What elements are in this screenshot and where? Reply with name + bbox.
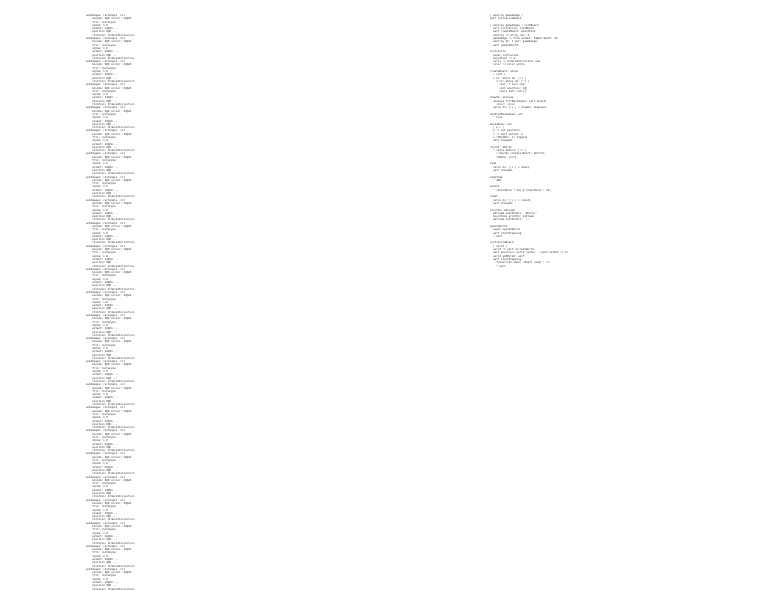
code-line: fill: rectangle [86,389,116,393]
code-line: extent: 24@24 ... [86,96,119,100]
code-line: | anArray gameImage | initBoard [490,23,539,27]
code-line: children: OrderedCollection [86,495,135,499]
code-block [86,129,176,152]
code-line: super openInWorld. [490,228,522,232]
code-block [86,568,176,591]
code-line: alpha: 1.0 [86,531,108,535]
code-line: c bounds containsPoint: aPoint] [490,152,545,156]
code-block [86,106,176,129]
code-line: bounds: 0@0 corner: 24@24 [86,132,132,136]
code-line: subImages: rectangle nil [86,198,126,202]
code-line: children: OrderedCollection [86,403,135,407]
code-line: self startStepping. [490,231,523,235]
code-block [86,522,176,545]
code-line: extent: 24@24 ... [86,488,119,492]
code-line: stepTime [490,175,503,179]
code-line: alpha: 1.0 [86,116,108,120]
code-line: extent: 24@24 ... [86,419,119,423]
code-line: | world | [490,244,508,248]
code-line: self changed. [490,201,514,205]
code-line: alpha: 1.0 [86,485,108,489]
code-line: bounds: 0@0 corner: 24@24 [86,178,132,182]
left-code-column [86,14,176,591]
code-line: position 0@0 ... [86,376,118,380]
code-line: bounds: 0@0 corner: 24@24 [86,501,132,505]
code-line: initialize [490,50,506,54]
code-line: bounds: 0@0 corner: 24@24 [86,63,132,67]
code-line: bounds: 0@0 corner: 24@24 [86,409,132,413]
code-line: world addMorph: self. [490,254,526,258]
code-line: cells do: [:c | c step]. [490,165,531,169]
code-line: fill: rectangle [86,182,116,186]
code-line: extent: 24@24 ... [86,465,119,469]
code-line: position 0@0 ... [86,330,118,334]
code-block [86,60,176,83]
code-line: subImages: rectangle nil [86,314,126,318]
code-block [86,83,176,106]
code-line: children: OrderedCollection [86,287,135,291]
code-line: bounds: 0@0 corner: 24@24 [86,109,132,113]
code-line: self changed. [490,168,514,172]
code-line: fill: rectangle [86,274,116,278]
code-line: world := self currentWorld. [490,248,536,252]
code-line: children: OrderedCollection [86,333,135,337]
code-line: bounds: 0@0 corner: 24@24 [86,571,132,575]
code-line: fill: rectangle [86,297,116,301]
code-line: subImages: rectangle nil [86,37,126,41]
code-line: extent [490,185,500,189]
code-line: extent: 24@24 ... [86,142,119,146]
code-line: ifNone: [nil]. [490,155,519,159]
code-line: alpha: 1.0 [86,277,108,281]
code-line: alpha: 1.0 [86,323,108,327]
code-block [86,199,176,222]
code-line: children: OrderedCollection [86,426,135,430]
code-line: children: OrderedCollection [86,356,135,360]
code-line: position 0@0 ... [86,353,118,357]
code-line: subImages: rectangle nil [86,475,126,479]
code-line: extent: 24@24 ... [86,50,119,54]
code-block [86,383,176,406]
code-line: extent: 24@24 ... [86,281,119,285]
code-line: alpha: 1.0 [86,23,108,27]
code-line: fill: rectangle [86,205,116,209]
code-line: Transcript show: 'Board ready'; cr. [490,261,551,265]
code-line: bounds: 0@0 corner: 24@24 [86,455,132,459]
code-line: ^ self [490,264,506,268]
code-line: createBoard: aSize [490,70,519,74]
code-line: children: OrderedCollection [86,587,135,591]
code-line: 1 to: aSize do: [:j | [490,79,530,83]
code-line: position 0@0 ... [86,122,118,126]
code-line: cellAt: aPoint [490,145,512,149]
code-line: bounds: 0@0 corner: 24@24 [86,40,132,44]
code-line: | anArray gameImage | [490,14,523,17]
code-line: position 0@0 ... [86,445,118,449]
code-line: extent: 24@24 ... [86,73,119,77]
code-block [86,152,176,175]
code-line: children: OrderedCollection [86,172,135,176]
code-line: position 0@0 ... [86,468,118,472]
code-line: fill: rectangle [86,89,116,93]
code-line: aCanvas fillRectangle: self bounds [490,99,547,103]
code-line: anArray at: 1 put: gameImage. [490,40,539,44]
code-line: bounds: 0@0 corner: 24@24 [86,201,132,205]
code-line: bounds: 0@0 corner: 24@24 [86,386,132,390]
code-line: 1 to: aSize do: [:i | [490,76,526,80]
code-block [86,545,176,568]
code-line: self changed. [490,139,514,143]
code-line: position 0@0 ... [86,168,118,172]
code-block [86,476,176,499]
code-line: children: OrderedCollection [86,79,135,83]
code-line: subImages: rectangle nil [86,383,126,387]
code-line: children: OrderedCollection [86,310,135,314]
code-line: subImages: rectangle nil [86,83,126,87]
code-line: fill: rectangle [86,459,116,463]
code-line: fill: rectangle [86,505,116,509]
code-line: position 0@0 ... [86,515,118,519]
code-line: alpha: 1.0 [86,208,108,212]
code-line: alpha: 1.0 [86,162,108,166]
code-line: fill: rectangle [86,412,116,416]
code-line: children: OrderedCollection [86,103,135,107]
code-line: bounds: 0@0 corner: 24@24 [86,478,132,482]
code-line: children: OrderedCollection [86,241,135,245]
code-line: | p c | [490,126,505,130]
code-line: extent: 24@24 ... [86,396,119,400]
code-block [86,499,176,522]
code-line: subImages: rectangle nil [86,267,126,271]
code-block [86,360,176,383]
code-line: position 0@0 ... [86,584,118,588]
code-line: position 0@0 ... [86,538,118,542]
code-line: handlesMouseDown: evt [490,112,523,116]
code-line: alpha: 1.0 [86,416,108,420]
code-line: fill: rectangle [86,159,116,163]
code-line: | cell | [490,73,506,77]
code-line: color: color. [490,103,517,107]
code-line: children: OrderedCollection [86,472,135,476]
code-line: bounds: 0@0 corner: 24@24 [86,248,132,252]
code-line: bounds: 0@0 corner: 24@24 [86,363,132,367]
code-line: fill: rectangle [86,320,116,324]
code-line: extent: 24@24 ... [86,534,119,538]
code-line: reset [490,195,498,199]
code-line: printOn: aStream [490,208,515,212]
code-line: bounds: 0@0 corner: 24@24 [86,317,132,321]
code-block [86,452,176,475]
code-block [86,406,176,429]
code-line: alpha: 1.0 [86,346,108,350]
code-line: extent: 24@24 ... [86,27,119,31]
code-line: subImages: rectangle nil [86,544,126,548]
code-line: ^ self [490,234,503,238]
code-line: boardSize printOn: aStream. [490,215,536,219]
code-line: p := evt position. [490,129,522,133]
code-block [86,176,176,199]
code-line: subImages: rectangle nil [86,567,126,571]
code-line: fill: rectangle [86,366,116,370]
code-line: bounds: 0@0 corner: 24@24 [86,271,132,275]
code-line: extent: 24@24 ... [86,188,119,192]
code-line: cell position: i@j. [490,86,530,90]
code-line: subImages: rectangle nil [86,290,126,294]
code-block [86,37,176,60]
code-line: position 0@0 ... [86,561,118,565]
code-line: subImages: rectangle nil [86,152,126,156]
code-line: aStream nextPutAll: ')'. [490,218,531,222]
code-line: subImages: rectangle nil [86,129,126,133]
code-line: openInWorld [490,225,508,228]
code-line: children: OrderedCollection [86,33,135,37]
code-line: bounds: 0@0 corner: 24@24 [86,86,132,90]
code-line: extent: 24@24 ... [86,211,119,215]
code-line: fill: rectangle [86,43,116,47]
code-line: self startStepping. [490,257,523,261]
code-line: position 0@0 ... [86,307,118,311]
code-line: alpha: 1.0 [86,231,108,235]
code-line: super initialize. [490,53,520,57]
code-line: subImages: rectangle nil [86,106,126,110]
code-block [86,429,176,452]
code-line: alpha: 1.0 [86,554,108,558]
code-line: extent: 24@24 ... [86,234,119,238]
code-line: position 0@0 ... [86,145,118,149]
code-line: alpha: 1.0 [86,254,108,258]
code-line: subImages: rectangle nil [86,175,126,179]
code-line: extent: 24@24 ... [86,442,119,446]
code-line: alpha: 1.0 [86,185,108,189]
code-line: extent: 24@24 ... [86,511,119,515]
code-line: fill: rectangle [86,112,116,116]
code-line: c := self cellAt: p. [490,132,525,136]
code-line: alpha: 1.0 [86,300,108,304]
code-line: fill: rectangle [86,343,116,347]
code-line: subImages: rectangle nil [86,521,126,525]
code-line: subImages: rectangle nil [86,452,126,456]
code-line: alpha: 1.0 [86,577,108,581]
code-line: bounds: 0@0 corner: 24@24 [86,340,132,344]
code-line: subImages: rectangle nil [86,406,126,410]
code-line: children: OrderedCollection [86,449,135,453]
code-line: extent: 24@24 ... [86,327,119,331]
code-line: subImages: rectangle nil [86,221,126,225]
code-line: self initialize. initBoard [490,27,534,31]
code-block [86,245,176,268]
code-line: children: OrderedCollection [86,379,135,383]
code-line: children: OrderedCollection [86,518,135,522]
code-line: subImages: rectangle nil [86,429,126,433]
code-line: boardSize := 3. [490,56,517,60]
code-line: position 0@0 ... [86,192,118,196]
code-line: position 0@0 ... [86,261,118,265]
code-block [86,337,176,360]
code-line: position 0@0 ... [86,238,118,242]
code-line: fill: rectangle [86,574,116,578]
code-line: fill: rectangle [86,551,116,555]
code-line: self createBoard: boardSize [490,30,536,34]
code-line: position 0@0 ... [86,215,118,219]
code-line: position 0@0 ... [86,399,118,403]
code-line: bounds: 0@0 corner: 24@24 [86,17,132,21]
code-line: children: OrderedCollection [86,56,135,60]
code-line: drawOn: aCanvas [490,96,514,100]
code-line: cells := OrderedCollection new. [490,60,542,64]
code-line: children: OrderedCollection [86,195,135,199]
code-line: cells do: [:c | c reset]. [490,198,533,202]
code-line: self initializeBoard. [490,17,523,21]
code-line: position 0@0 ... [86,99,118,103]
code-line: bounds: 0@0 corner: 24@24 [86,432,132,436]
code-line: position 0@0 ... [86,422,118,426]
code-line: alpha: 1.0 [86,370,108,374]
code-line: subImages: rectangle nil [86,60,126,64]
code-line: subImages: rectangle nil [86,14,126,17]
code-line: fill: rectangle [86,482,116,486]
code-line: extent: 24@24 ... [86,304,119,308]
code-line: fill: rectangle [86,228,116,232]
code-line: ^ cells detect: [:c | [490,149,526,153]
code-line: subImages: rectangle nil [86,360,126,364]
code-line: mouseDown: evt [490,122,512,126]
code-line: subImages: rectangle nil [86,337,126,341]
code-line: position 0@0 ... [86,53,118,57]
code-line: alpha: 1.0 [86,46,108,50]
code-line: fill: rectangle [86,528,116,532]
code-line: cells add: cell]]. [490,89,528,93]
code-line: alpha: 1.0 [86,70,108,74]
code-line: self openInWorld. [490,43,520,47]
code-line: extent: 24@24 ... [86,581,119,585]
code-line: fill: rectangle [86,251,116,255]
code-line: position 0@0 ... [86,284,118,288]
code-line: extent: 24@24 ... [86,165,119,169]
code-line: subImages: rectangle nil [86,498,126,502]
right-code-column [490,14,620,314]
code-line: alpha: 1.0 [86,93,108,97]
code-line: alpha: 1.0 [86,439,108,443]
code-line: extent: 24@24 ... [86,350,119,354]
code-block [86,222,176,245]
code-line: self position: world center - (self extent // 2). [490,251,570,255]
code-block [86,268,176,291]
code-line: extent: 24@24 ... [86,119,119,123]
code-line: fill: rectangle [86,135,116,139]
code-line: alpha: 1.0 [86,462,108,466]
code-line: extent: 24@24 ... [86,557,119,561]
code-line: fill: rectangle [86,436,116,439]
code-line: c ifNotNil: [c toggle]. [490,135,530,139]
code-line: children: OrderedCollection [86,149,135,153]
code-line: ^ true [490,116,503,120]
code-line: step [490,162,497,166]
code-line: extent: 24@24 ... [86,257,119,261]
code-line: subImages: rectangle nil [86,244,126,248]
code-line: bounds: 0@0 corner: 24@24 [86,225,132,228]
code-line: alpha: 1.0 [86,508,108,512]
code-line: bounds: 0@0 corner: 24@24 [86,294,132,298]
code-line: bounds: 0@0 corner: 24@24 [86,548,132,552]
code-line: alpha: 1.0 [86,393,108,397]
code-line: children: OrderedCollection [86,218,135,222]
code-line: bounds: 0@0 corner: 24@24 [86,525,132,529]
code-line: children: OrderedCollection [86,264,135,268]
code-line: ^ (boardSize * 24) @ (boardSize * 24) [490,188,551,192]
code-block [86,291,176,314]
code-line: position 0@0 ... [86,30,118,34]
code-line: color := Color white. [490,63,526,67]
code-line: cell := Cell new. [490,83,526,87]
code-line: cells do: [:c | c drawOn: aCanvas]. [490,106,548,110]
code-line: bounds: 0@0 corner: 24@24 [86,155,132,159]
code-line: children: OrderedCollection [86,564,135,568]
code-line: fill: rectangle [86,20,116,24]
code-line: ^ 200 [490,178,501,182]
code-line: gameImage := Form extent: 24@24 depth: 32. [490,37,559,41]
code-line: fill: rectangle [86,66,116,70]
code-line: initializeBoard [490,241,514,245]
code-line: children: OrderedCollection [86,541,135,545]
code-block [86,314,176,337]
code-line: aStream nextPutAll: 'Board('. [490,211,539,215]
code-line: alpha: 1.0 [86,139,108,143]
code-line: position 0@0 ... [86,492,118,496]
code-line: position 0@0 ... [86,76,118,80]
code-line: anArray := Array new: 3. [490,33,531,37]
code-block [86,14,176,37]
code-line: extent: 24@24 ... [86,373,119,377]
code-line: children: OrderedCollection [86,126,135,130]
